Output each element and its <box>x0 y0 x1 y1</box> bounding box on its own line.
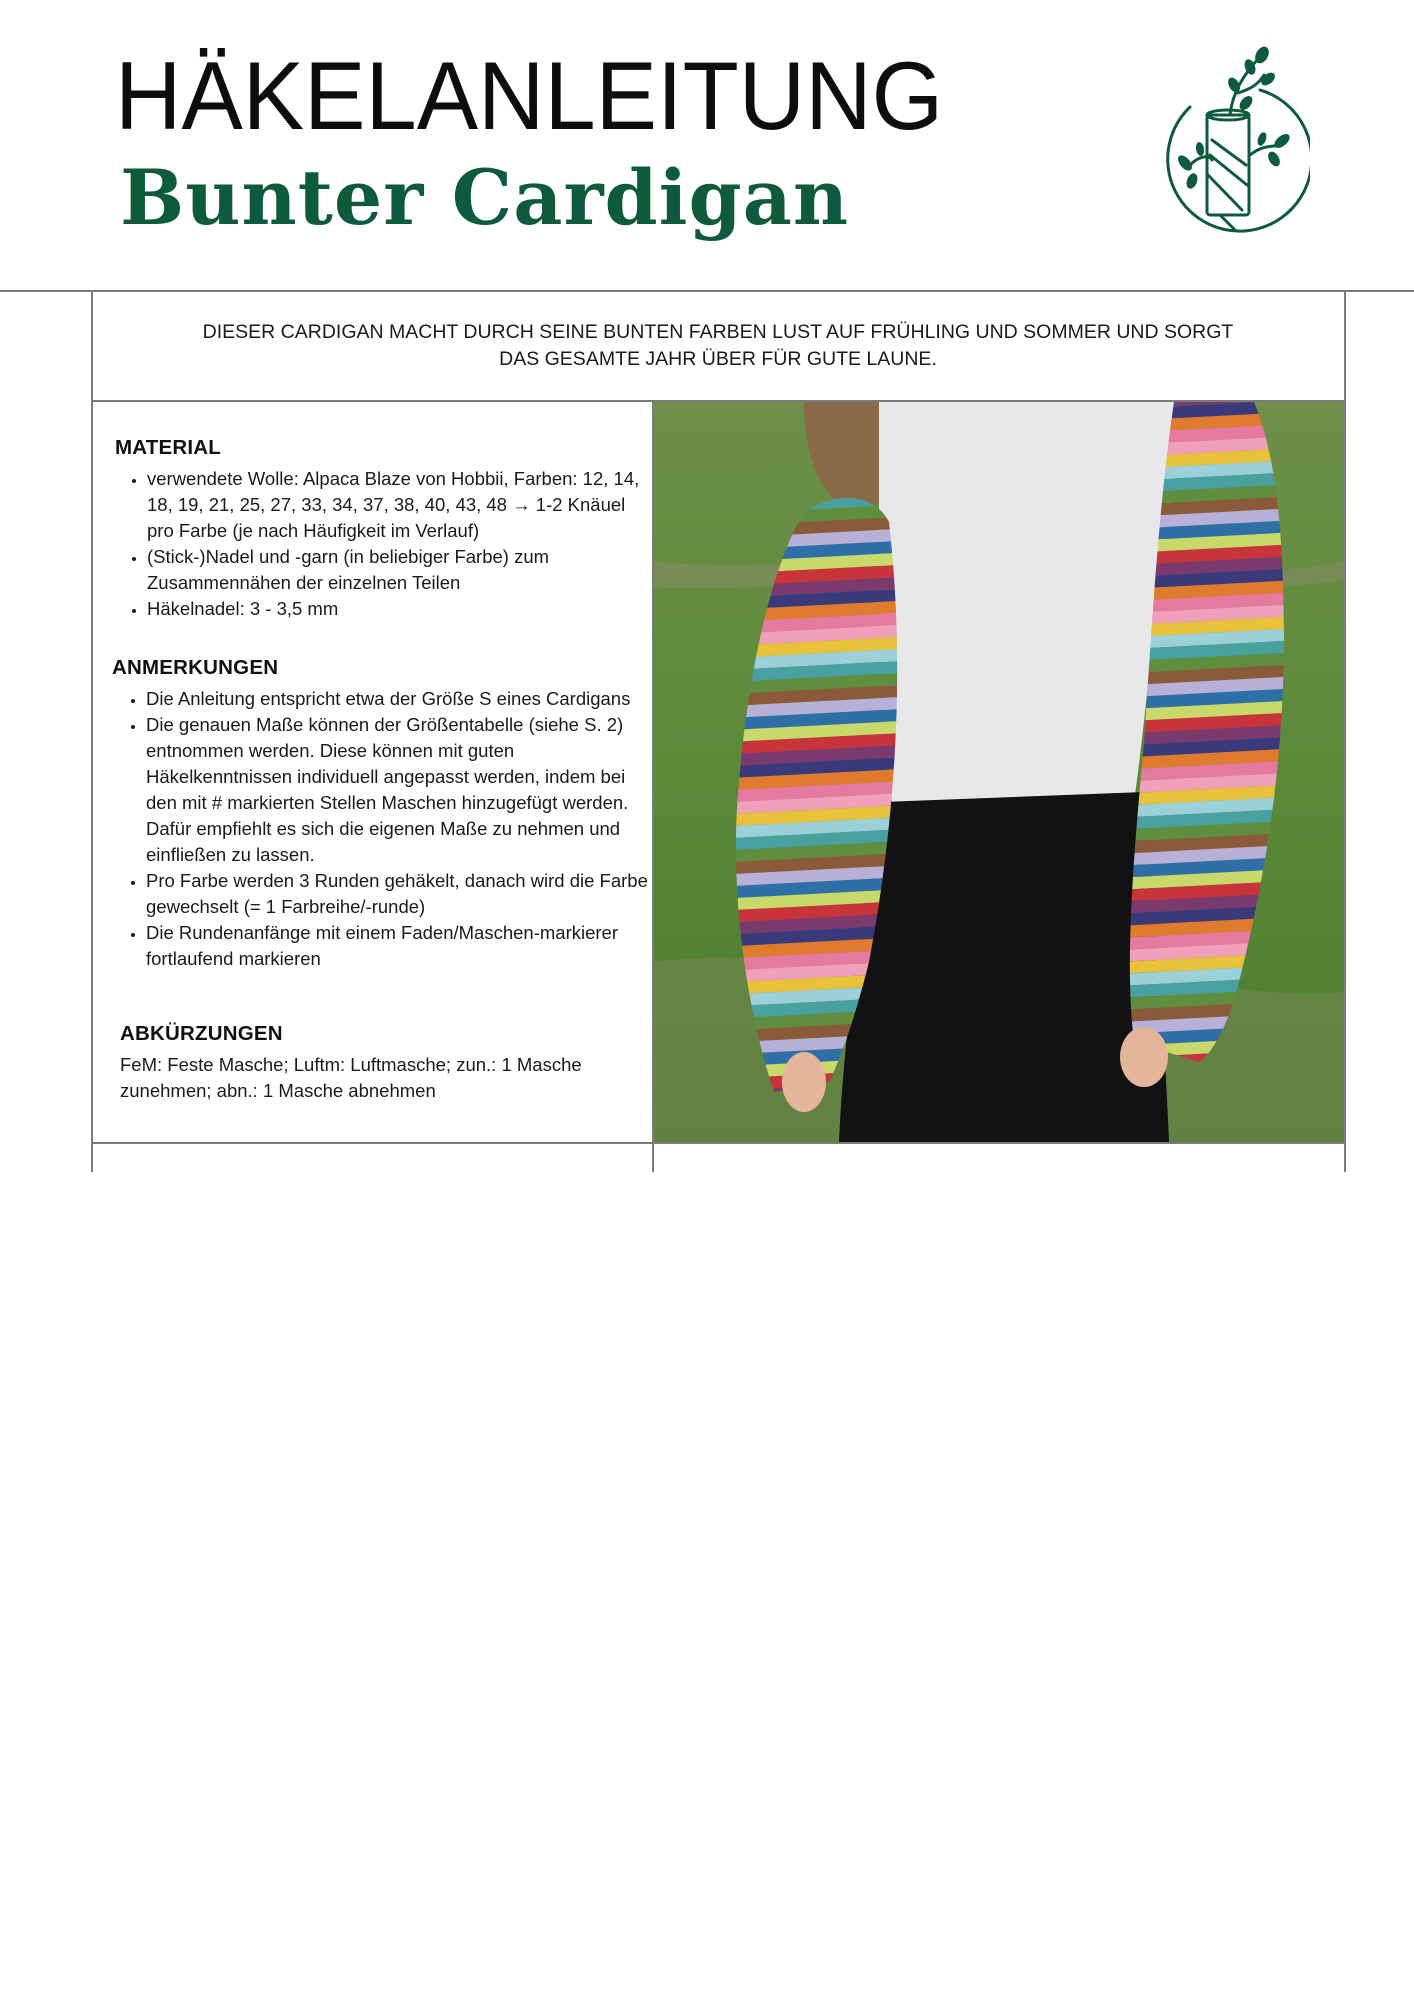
abbreviations-section <box>120 1022 660 1104</box>
photo-bottom-rule <box>91 1142 1346 1144</box>
notes-list <box>112 686 652 972</box>
list-item: • verwendete Wolle: Alpaca Blaze von Hobbii, Farben: 12, 14, 18, 19, 21, 25, 27, 33, 34, 37, 38, 40, 43, 48 → 1-2 Knäuel pro Farbe (je nach Häufigkeit im Verlauf) <box>147 466 655 544</box>
list-item: • Die Anleitung entspricht etwa der Größe S eines Cardigans <box>146 686 652 712</box>
right-border <box>1344 290 1346 1172</box>
material-heading: MATERIAL <box>115 436 221 459</box>
list-item: • (Stick-)Nadel und -garn (in beliebiger Farbe) zum Zusammennähen der einzelnen Teilen <box>147 544 655 596</box>
cardigan-photo <box>654 402 1344 1142</box>
abbreviations-heading: ABKÜRZUNGEN <box>120 1022 283 1045</box>
notes-section <box>112 656 652 972</box>
list-item: • Pro Farbe werden 3 Runden gehäkelt, danach wird die Farbe gewechselt (= 1 Farbreihe/-runde) <box>146 868 652 920</box>
info-column <box>92 402 652 1142</box>
plant-in-yarn-spool-logo-icon <box>1150 45 1310 235</box>
material-list <box>115 466 655 622</box>
list-item: • Die Rundenanfänge mit einem Faden/Maschen-markierer fortlaufend markieren <box>146 920 652 972</box>
list-item: • Häkelnadel: 3 - 3,5 mm <box>147 596 655 622</box>
photo-illustration <box>654 402 1344 1142</box>
intro-text: DIESER CARDIGAN MACHT DURCH SEINE BUNTEN FARBEN LUST AUF FRÜHLING UND SOMMER UND SORGT DAS GESAMTE JAHR ÜBER FÜR GUTE LAUNE. <box>202 321 1234 370</box>
abbreviations-text: FeM: Feste Masche; Luftm: Luftmasche; zun.: 1 Masche zunehmen; abn.: 1 Masche abnehmen <box>120 1054 582 1101</box>
intro-box <box>92 292 1344 400</box>
notes-heading: ANMERKUNGEN <box>112 656 279 679</box>
list-item: • Die genauen Maße können der Größentabelle (siehe S. 2) entnommen werden. Diese können mit guten Häkelkenntnissen individuell angepasst werden, indem bei den mit # markierten Stellen Maschen hinzugefügt werden. Dafür empfiehlt es sich die eigenen Maße zu nehmen und einfließen zu lassen. <box>146 712 652 868</box>
material-section <box>115 436 655 622</box>
page-title: HÄKELANLEITUNG <box>115 42 944 150</box>
page-subtitle: Bunter Cardigan <box>120 153 850 242</box>
